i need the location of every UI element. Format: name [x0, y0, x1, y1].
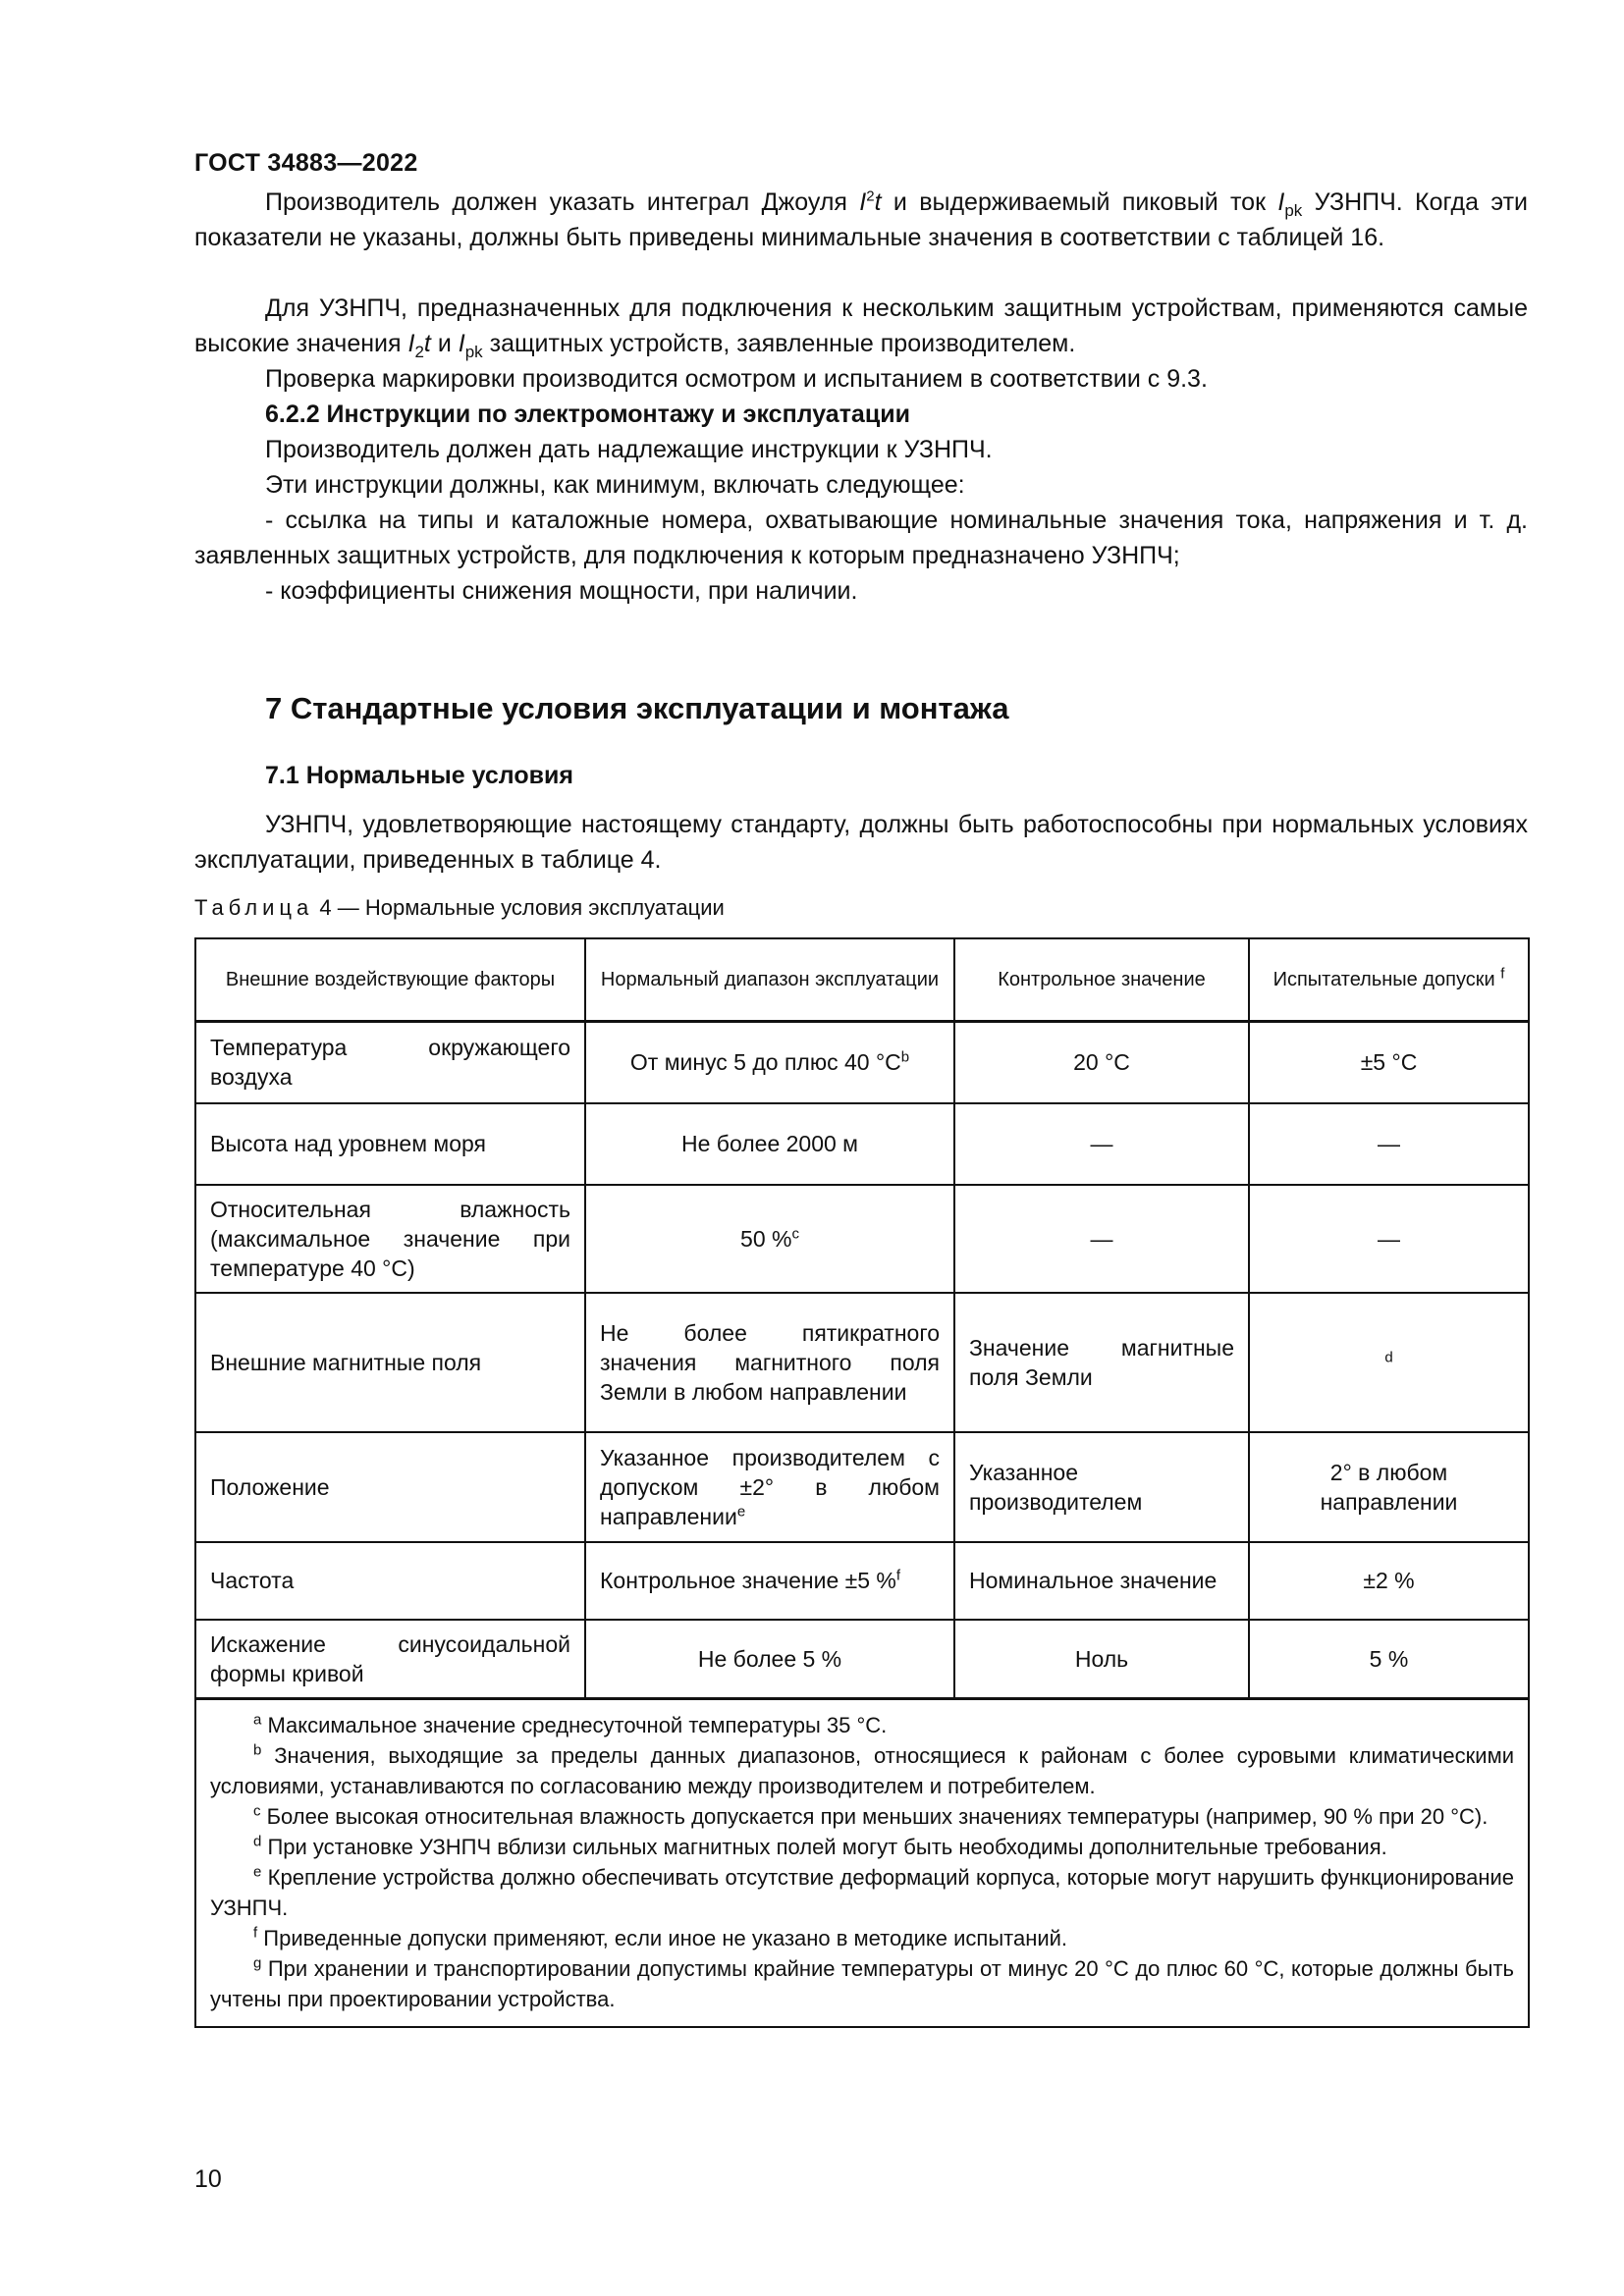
section-heading-7-1: 7.1 Нормальные условия: [265, 762, 573, 789]
header-factors: Внешние воздействующие факторы: [195, 938, 585, 1022]
cell-tolerance: ±5 °C: [1249, 1022, 1529, 1103]
table-footnotes: [195, 1699, 1529, 2028]
paragraph-normal-conditions: УЗНПЧ, удовлетворяющие настоящему стандарту, должны быть работоспособны при нормальных условиях эксплуатации, приведенных в таблице 4.: [194, 811, 1528, 874]
cell-control: 20 °C: [954, 1022, 1249, 1103]
cell-range: Не более пятикратного значения магнитного поля Земли в любом направлении: [585, 1293, 954, 1432]
table-row: [195, 1620, 1529, 1699]
list-item-derating: - коэффициенты снижения мощности, при наличии.: [265, 577, 858, 605]
cell-factor: Частота: [195, 1542, 585, 1620]
header-tolerances: Испытательные допуски $^f$: [1249, 938, 1529, 1022]
cell-control: —: [954, 1103, 1249, 1185]
cell-tolerance: —: [1249, 1185, 1529, 1293]
cell-factor: Относительная влажность (максимальное значение при температуре 40 °С): [195, 1185, 585, 1293]
table-row: [195, 1432, 1529, 1542]
cell-tolerance: ±2 %: [1249, 1542, 1529, 1620]
footnote-b: $^b$ Значения, выходящие за пределы данных диапазонов, относящиеся к районам с более суровыми климатическими условиями, устанавливаются по согласованию между производителем и потребителем.: [210, 1741, 1514, 1798]
cell-factor: Высота над уровнем моря: [195, 1103, 585, 1185]
footnote-f: $^f$ Приведенные допуски применяют, если иное не указано в методике испытаний.: [253, 1924, 1068, 1950]
cell-tolerance: 5 %: [1249, 1620, 1529, 1699]
cell-tolerance: d: [1249, 1293, 1529, 1432]
table-row: [195, 1293, 1529, 1432]
cell-control: Значение магнитные поля Земли: [954, 1293, 1249, 1432]
paragraph-instructions: Производитель должен дать надлежащие инструкции к УЗНПЧ.: [265, 436, 993, 463]
cell-range: Не более 5 %: [585, 1620, 954, 1699]
table-caption: Таблица 4 — Нормальные условия эксплуатации: [194, 895, 725, 920]
cell-range: Указанное производителем с допуском ±2° в любом направлении$^e$: [585, 1432, 954, 1542]
cell-range: 50 %$^c$: [585, 1185, 954, 1293]
cell-control: Ноль: [954, 1620, 1249, 1699]
table-row: [195, 1185, 1529, 1293]
table-header-row: [195, 938, 1529, 1022]
paragraph-joule-integral: Производитель должен указать интеграл Джоуля $I^2t$ и выдерживаемый пиковый ток $I_{pk}$ УЗНПЧ. Когда эти показатели не указаны, должны быть приведены минимальные значения в соответствии с таблицей 16.: [194, 187, 1528, 251]
cell-factor: Внешние магнитные поля: [195, 1293, 585, 1432]
header-control-value: Контрольное значение: [954, 938, 1249, 1022]
paragraph-multiple-devices: Для УЗНПЧ, предназначенных для подключения к нескольким защитным устройствам, применяются самые высокие значения $I_2t$ и $I_{pk}$ защитных устройств, заявленные производителем.: [194, 294, 1528, 361]
header-range: Нормальный диапазон эксплуатации: [585, 938, 954, 1022]
cell-control: —: [954, 1185, 1249, 1293]
list-item-catalog-reference: - ссылка на типы и каталожные номера, охватывающие номинальные значения тока, напряжения и т. д. заявленных защитных устройств, для подключения к которым предназначено УЗНПЧ;: [194, 507, 1528, 569]
cell-tolerance: 2° в любом направлении: [1249, 1432, 1529, 1542]
cell-control: Указанное производителем: [954, 1432, 1249, 1542]
table-row: [195, 1103, 1529, 1185]
table-row: [195, 1022, 1529, 1103]
page-number: 10: [194, 2165, 222, 2193]
paragraph-instructions-include: Эти инструкции должны, как минимум, включать следующее:: [265, 471, 965, 499]
footnote-d: $^d$ При установке УЗНПЧ вблизи сильных магнитных полей могут быть необходимы дополнительные требования.: [253, 1833, 1387, 1859]
cell-range: Не более 2000 м: [585, 1103, 954, 1185]
cell-factor: Искажение синусоидальной формы кривой: [195, 1620, 585, 1699]
footnote-c: $^c$ Более высокая относительная влажность допускается при меньших значениях температуры (например, 90 % при 20 °С).: [253, 1802, 1489, 1829]
table-row: [195, 1542, 1529, 1620]
document-header: ГОСТ 34883—2022: [194, 149, 418, 177]
cell-range: От минус 5 до плюс 40 $^\circ C^b$: [585, 1022, 954, 1103]
cell-range: Контрольное значение ±5 %$^f$: [585, 1542, 954, 1620]
paragraph-marking-check: Проверка маркировки производится осмотром и испытанием в соответствии с 9.3.: [265, 365, 1208, 393]
normal-conditions-table: [194, 937, 1530, 2028]
cell-factor: Положение: [195, 1432, 585, 1542]
footnote-g: $^g$ При хранении и транспортировании допустимы крайние температуры от минус 20 °С до плюс 60 °С, которые должны быть учтены при проектировании устройства.: [210, 1954, 1514, 2011]
section-heading-7: 7 Стандартные условия эксплуатации и монтажа: [265, 691, 1009, 725]
footnote-a: $^a$ Максимальное значение среднесуточной температуры 35 °С.: [253, 1711, 888, 1737]
section-heading-6-2-2: 6.2.2 Инструкции по электромонтажу и эксплуатации: [265, 400, 910, 428]
footnote-e: $^e$ Крепление устройства должно обеспечивать отсутствие деформаций корпуса, которые могут нарушить функционирование УЗНПЧ.: [210, 1863, 1514, 1920]
cell-factor: Температура окружающего воздуха: [195, 1022, 585, 1103]
cell-control: Номинальное значение: [954, 1542, 1249, 1620]
table-notes-row: [195, 1699, 1529, 2028]
cell-tolerance: —: [1249, 1103, 1529, 1185]
